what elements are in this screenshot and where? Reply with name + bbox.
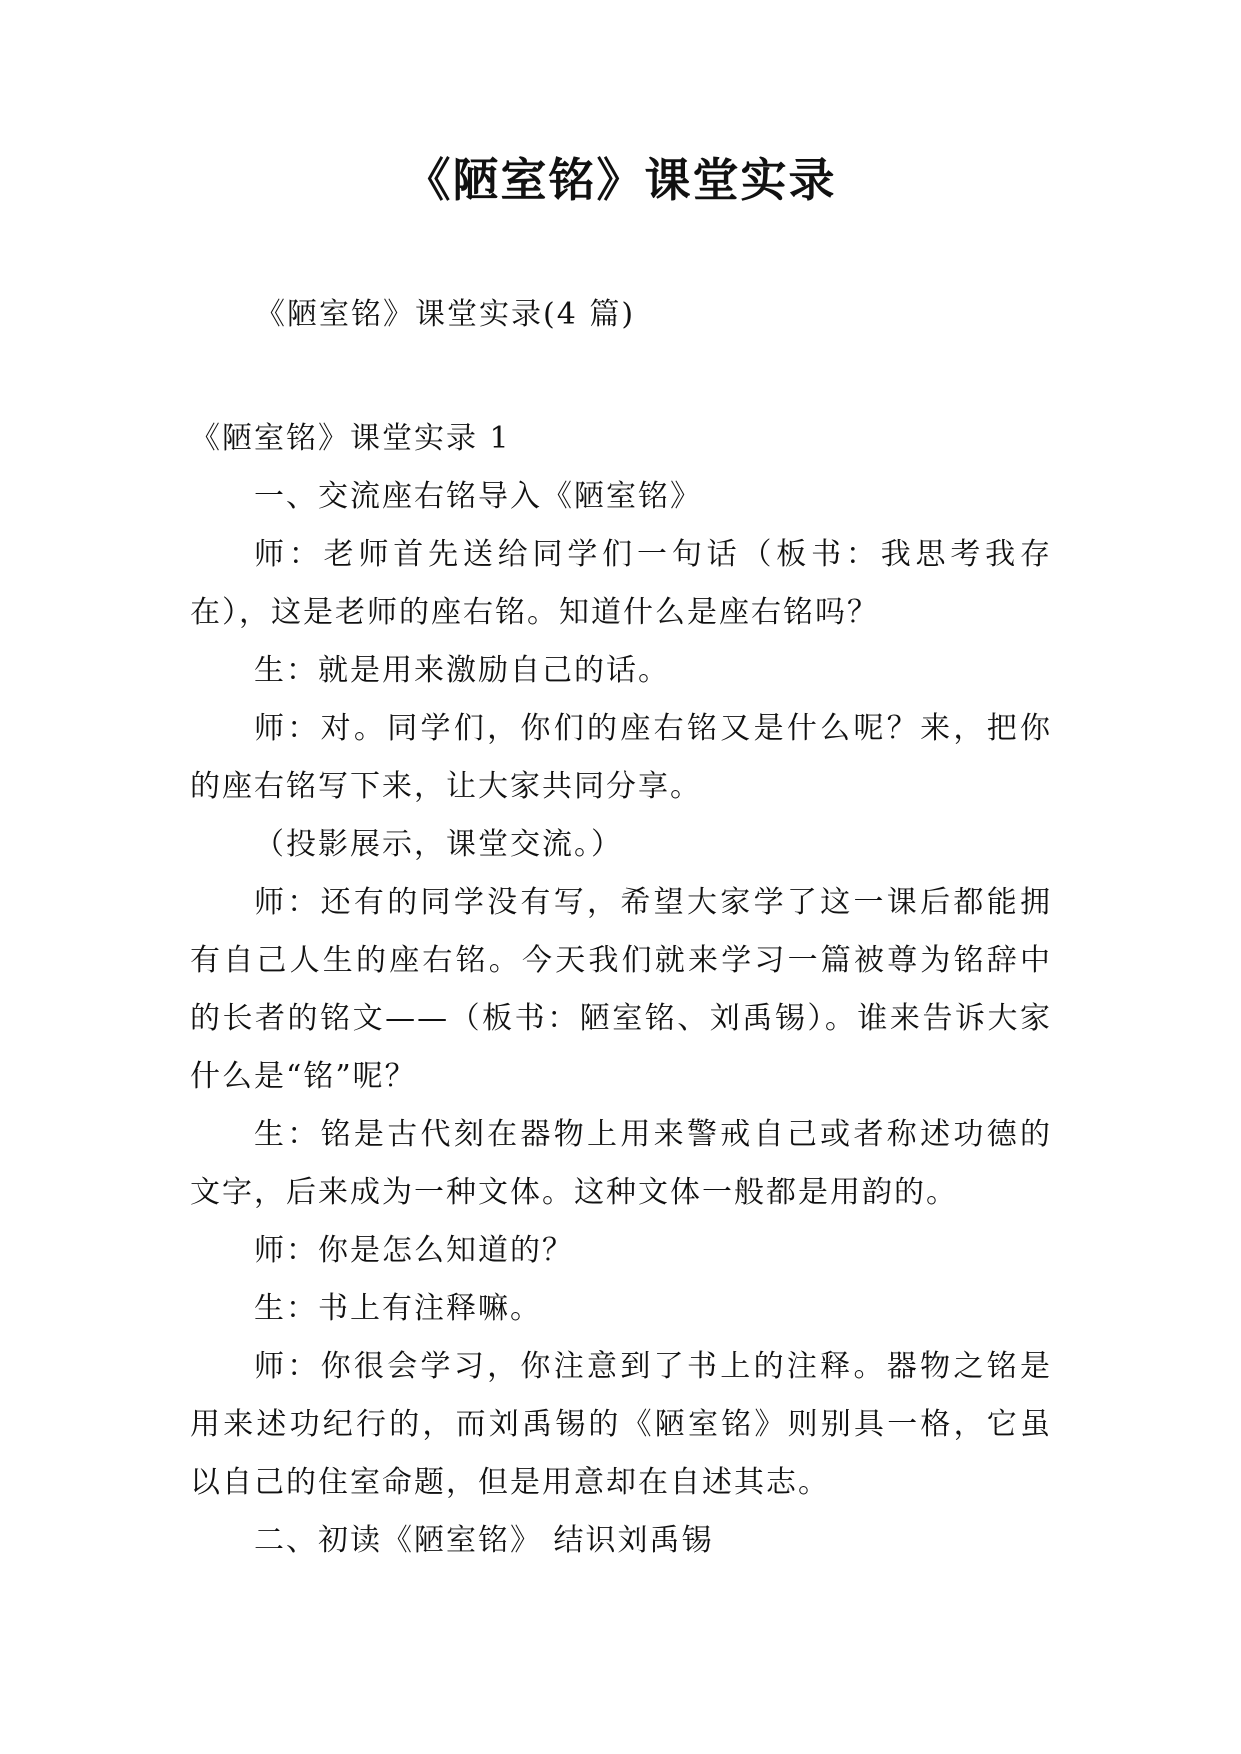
paragraph: 师：对。同学们，你们的座右铭又是什么呢？来，把你的座右铭写下来，让大家共同分享。 — [190, 711, 1052, 804]
paragraph: 生：就是用来激励自己的话。 — [254, 653, 670, 688]
document-body — [190, 410, 1052, 1570]
document-subtitle: 《陋室铭》课堂实录(4 篇) — [255, 297, 636, 332]
paragraph: 生：铭是古代刻在器物上用来警戒自己或者称述功德的文字，后来成为一种文体。这种文体一般都是用韵的。 — [190, 1117, 1052, 1210]
section-title: 《陋室铭》课堂实录 1 — [190, 421, 511, 456]
paragraph: 生：书上有注释嘛。 — [254, 1291, 542, 1326]
paragraph: 师：还有的同学没有写，希望大家学了这一课后都能拥有自己人生的座右铭。今天我们就来学习一篇被尊为铭辞中的长者的铭文——（板书：陋室铭、刘禹锡）。谁来告诉大家什么是“铭”呢？ — [190, 885, 1052, 1094]
section-heading-2: 二、初读《陋室铭》 结识刘禹锡 — [254, 1523, 714, 1558]
paragraph: 师：老师首先送给同学们一句话（板书：我思考我存在），这是老师的座右铭。知道什么是座右铭吗？ — [190, 537, 1052, 630]
document-title: 《陋室铭》课堂实录 — [404, 153, 837, 207]
paragraph: 师：你很会学习，你注意到了书上的注释。器物之铭是用来述功纪行的，而刘禹锡的《陋室铭》则别具一格，它虽以自己的住室命题，但是用意却在自述其志。 — [190, 1349, 1052, 1500]
section-heading-1: 一、交流座右铭导入《陋室铭》 — [254, 479, 702, 514]
stage-direction: （投影展示，课堂交流。） — [254, 827, 623, 862]
paragraph: 师：你是怎么知道的？ — [254, 1233, 574, 1268]
